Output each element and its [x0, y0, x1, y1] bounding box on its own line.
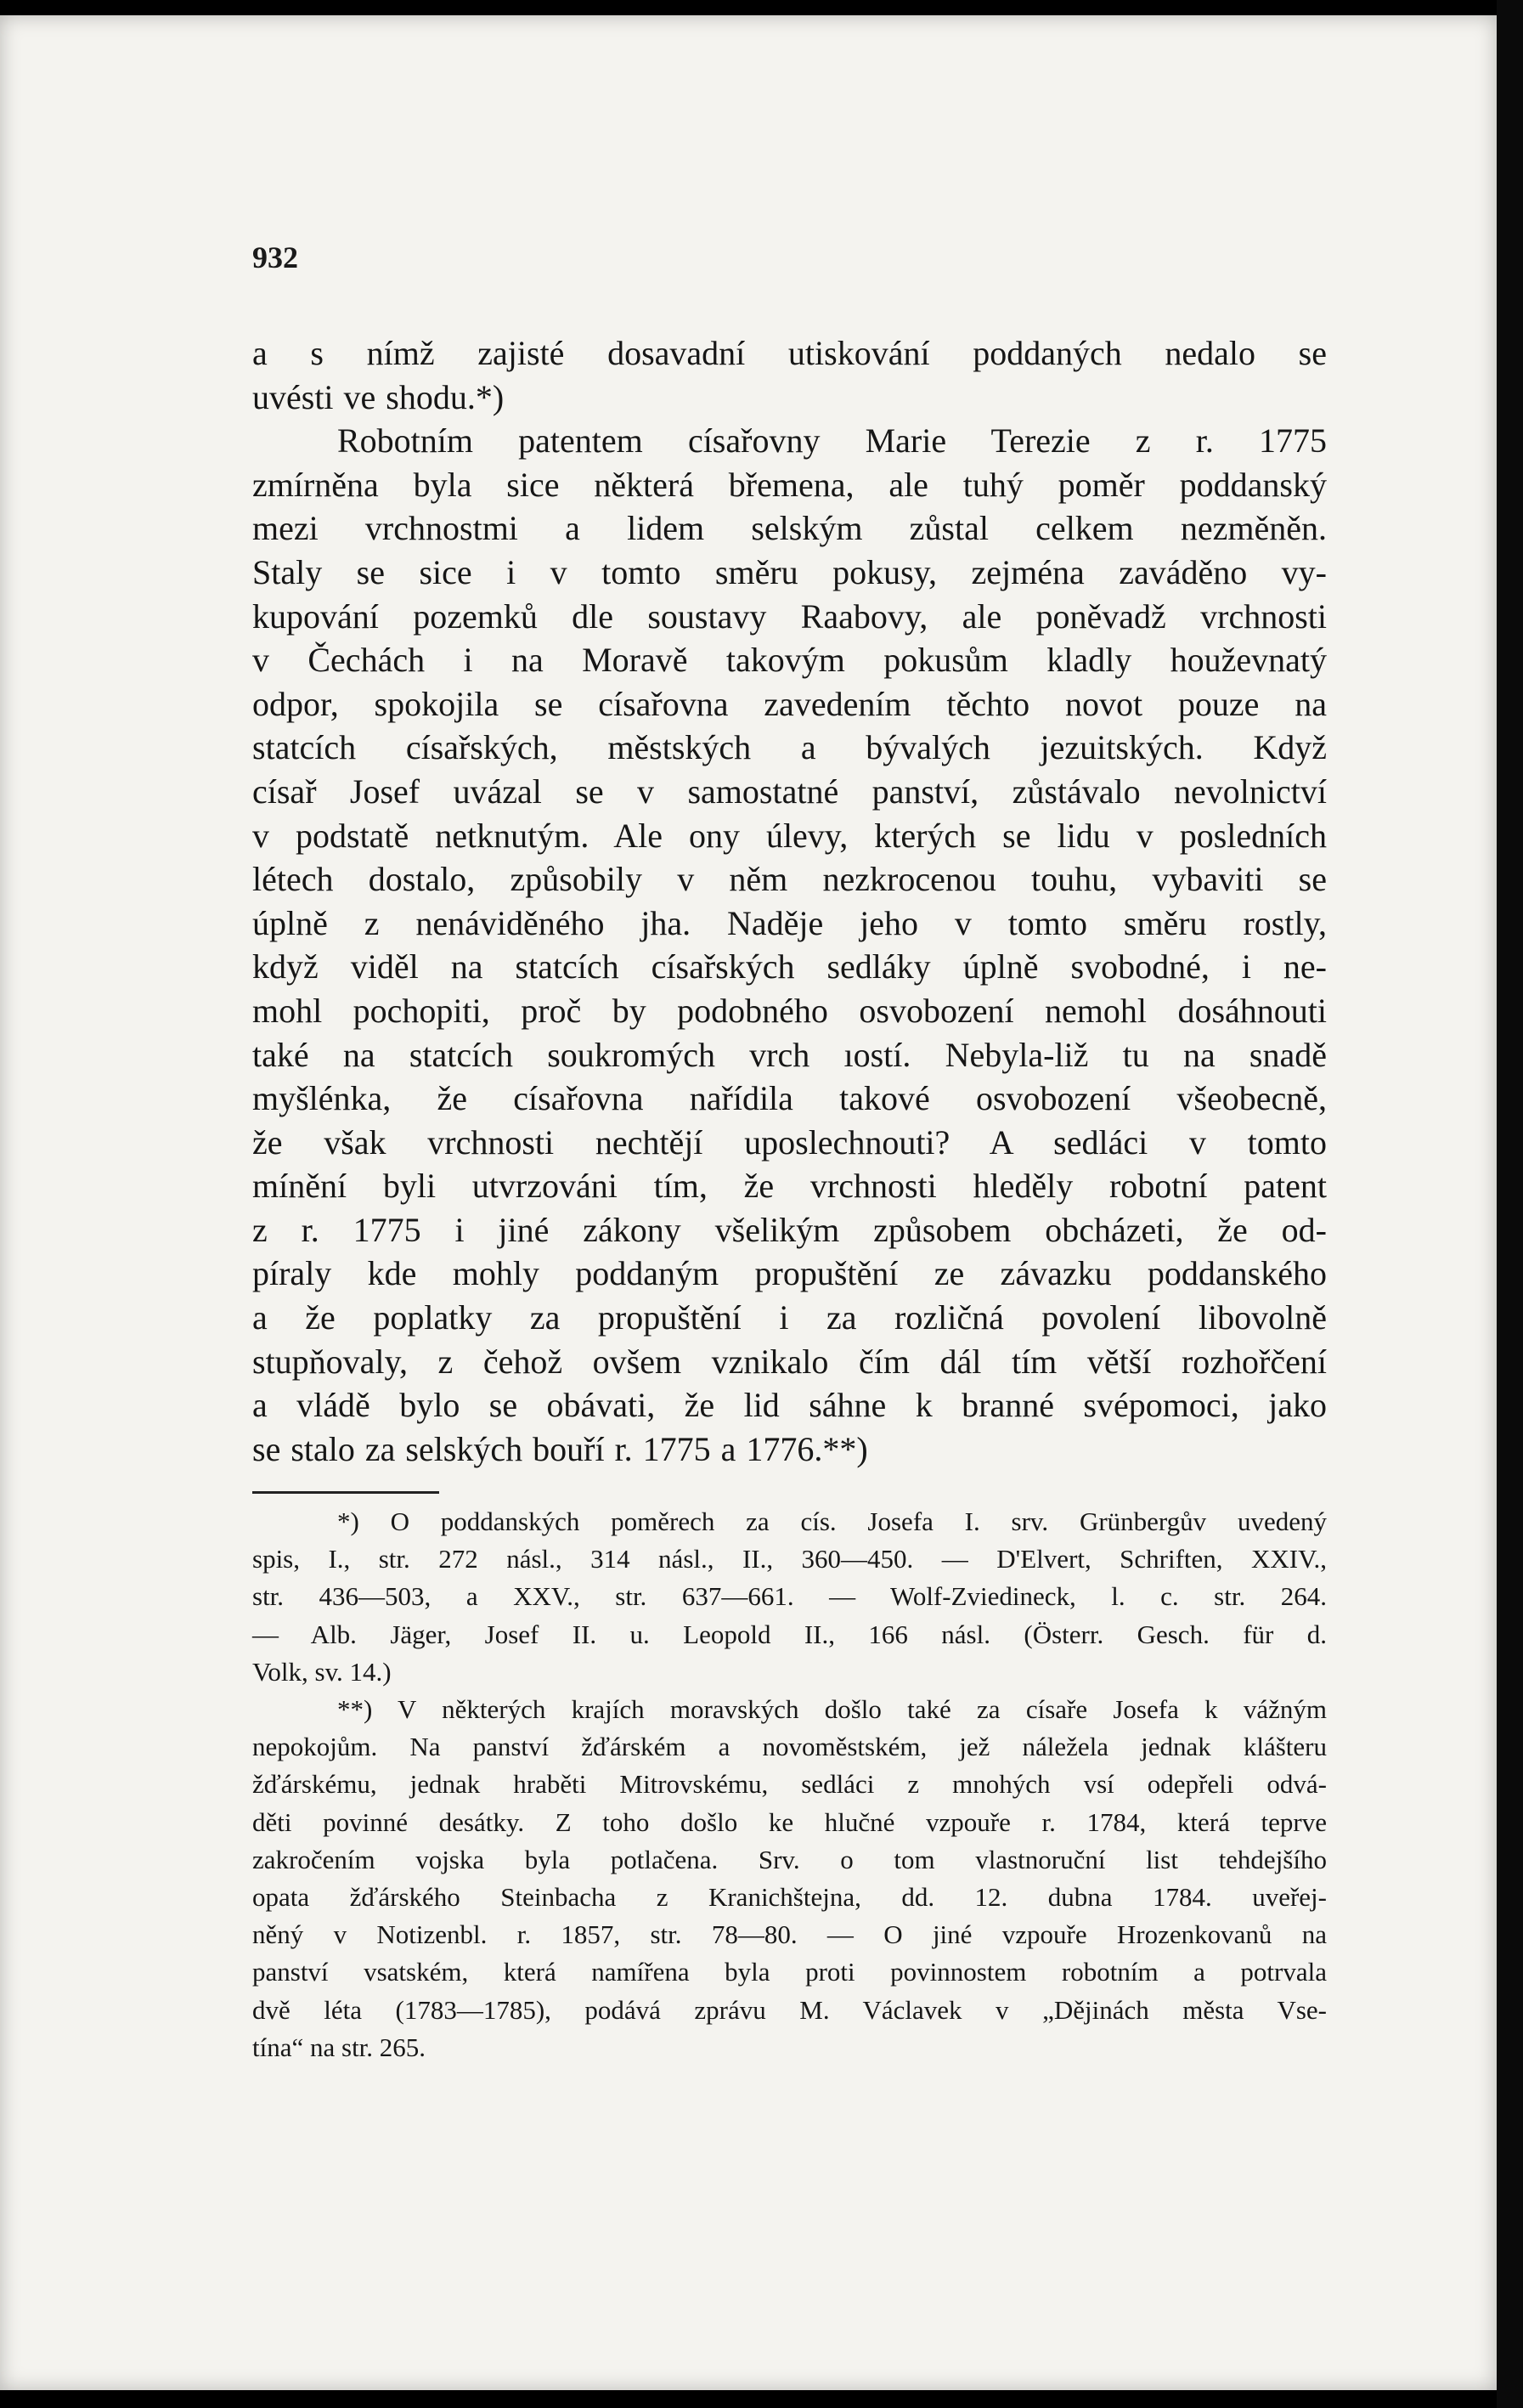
text-line: také na statcích soukromých vrch ıostí. Nebyla-liž tu na snadě: [252, 1035, 1327, 1074]
text-line: Staly se sice i v tomto směru pokusy, zejména zaváděno vy-: [252, 552, 1327, 591]
text-line: odpor, spokojila se císařovna zavedením těchto novot pouze na: [252, 684, 1327, 723]
text-line: se stalo za selských bouří r. 1775 a 1776.**): [252, 1429, 868, 1468]
text-line: uvésti ve shodu.*): [252, 377, 505, 416]
text-line: mínění byli utvrzováni tím, že vrchnosti hleděly robotní patent: [252, 1167, 1327, 1206]
scan-edge: [1497, 0, 1523, 2408]
footnote-line: *) O poddanských poměrech za cís. Josefa I. srv. Grünbergův uvedený: [337, 1506, 1327, 1536]
text-line: a s nímž zajisté dosavadní utiskování poddaných nedalo se: [252, 334, 1327, 372]
text-line: že však vrchnosti nechtějí uposlechnouti? A sedláci v tomto: [252, 1122, 1327, 1162]
text-line: Robotním patentem císařovny Marie Terezie z r. 1775: [337, 421, 1327, 461]
text-line: mohl pochopiti, proč by podobného osvobození nemohl dosáhnouti: [252, 991, 1327, 1030]
text-line: z r. 1775 i jiné zákony všelikým způsobem obcházeti, že od-: [252, 1210, 1327, 1249]
footnote-divider: [252, 1491, 439, 1494]
text-line: zmírněna byla sice některá břemena, ale tuhý poměr poddanský: [252, 465, 1327, 504]
footnote-line: **) V některých krajích moravských došlo také za císaře Josefa k vážným: [337, 1694, 1327, 1725]
text-line: mezi vrchnostmi a lidem selským zůstal celkem nezměněn.: [252, 509, 1327, 548]
text-line: stupňovaly, z čehož ovšem vznikalo čím dál tím větší rozhořčení: [252, 1342, 1327, 1381]
footnote-line: nepokojům. Na panství žďárském a novoměstském, jež náležela jednak klášteru: [252, 1732, 1327, 1762]
text-line: když viděl na statcích císařských sedláky úplně svobodné, i ne-: [252, 947, 1327, 986]
text-line: statcích císařských, městských a bývalých jezuitských. Když: [252, 728, 1327, 767]
footnote-line: děti povinné desátky. Z toho došlo ke hlučné vzpouře r. 1784, která teprve: [252, 1806, 1327, 1837]
footnote-line: spis, I., str. 272 násl., 314 násl., II., 360—450. — D'Elvert, Schriften, XXIV.,: [252, 1544, 1327, 1574]
footnote-line: tína“ na str. 265.: [252, 2032, 426, 2062]
page-number: 932: [252, 240, 298, 274]
main-text: [252, 331, 1327, 1471]
text-line: létech dostalo, způsobily v něm nezkrocenou touhu, vybaviti se: [252, 860, 1327, 899]
footnote-line: — Alb. Jäger, Josef II. u. Leopold II., 166 násl. (Österr. Gesch. für d.: [252, 1619, 1327, 1649]
text-line: píraly kde mohly poddaným propuštění ze závazku poddanského: [252, 1254, 1327, 1293]
text-line: císař Josef uvázal se v samostatné panství, zůstávalo nevolnictví: [252, 772, 1327, 811]
footnote-line: str. 436—503, a XXV., str. 637—661. — Wolf-Zviedineck, l. c. str. 264.: [252, 1581, 1327, 1612]
footnotes: [252, 1503, 1327, 2066]
footnote-line: panství vsatském, která namířena byla proti povinnostem robotním a potrvala: [252, 1957, 1327, 1987]
footnote-line: dvě léta (1783—1785), podává zprávu M. Václavek v „Dějinách města Vse-: [252, 1994, 1327, 2025]
text-line: a že poplatky za propuštění i za rozličná povolení libovolně: [252, 1298, 1327, 1337]
footnote-line: Volk, sv. 14.): [252, 1656, 392, 1687]
text-line: myšlénka, že císařovna nařídila takové osvobození všeobecně,: [252, 1079, 1327, 1118]
footnote-line: opata žďárského Steinbacha z Kranichštejna, dd. 12. dubna 1784. uveřej-: [252, 1882, 1327, 1913]
text-line: a vládě bylo se obávati, že lid sáhne k branné svépomoci, jako: [252, 1386, 1327, 1425]
footnote-line: zakročením vojska byla potlačena. Srv. o tom vlastnoruční list tehdejšího: [252, 1844, 1327, 1874]
book-page: [0, 15, 1497, 2390]
footnote-line: žďárskému, jednak hraběti Mitrovskému, sedláci z mnohých vsí odepřeli odvá-: [252, 1769, 1327, 1800]
footnote-line: něný v Notizenbl. r. 1857, str. 78—80. — O jiné vzpouře Hrozenkovanů na: [252, 1919, 1327, 1950]
text-line: v podstatě netknutým. Ale ony úlevy, kterých se lidu v posledních: [252, 816, 1327, 855]
text-line: kupování pozemků dle soustavy Raabovy, ale poněvadž vrchnosti: [252, 596, 1327, 636]
text-line: úplně z nenáviděného jha. Naděje jeho v tomto směru rostly,: [252, 903, 1327, 942]
text-line: v Čechách i na Moravě takovým pokusům kladly houževnatý: [252, 641, 1327, 680]
